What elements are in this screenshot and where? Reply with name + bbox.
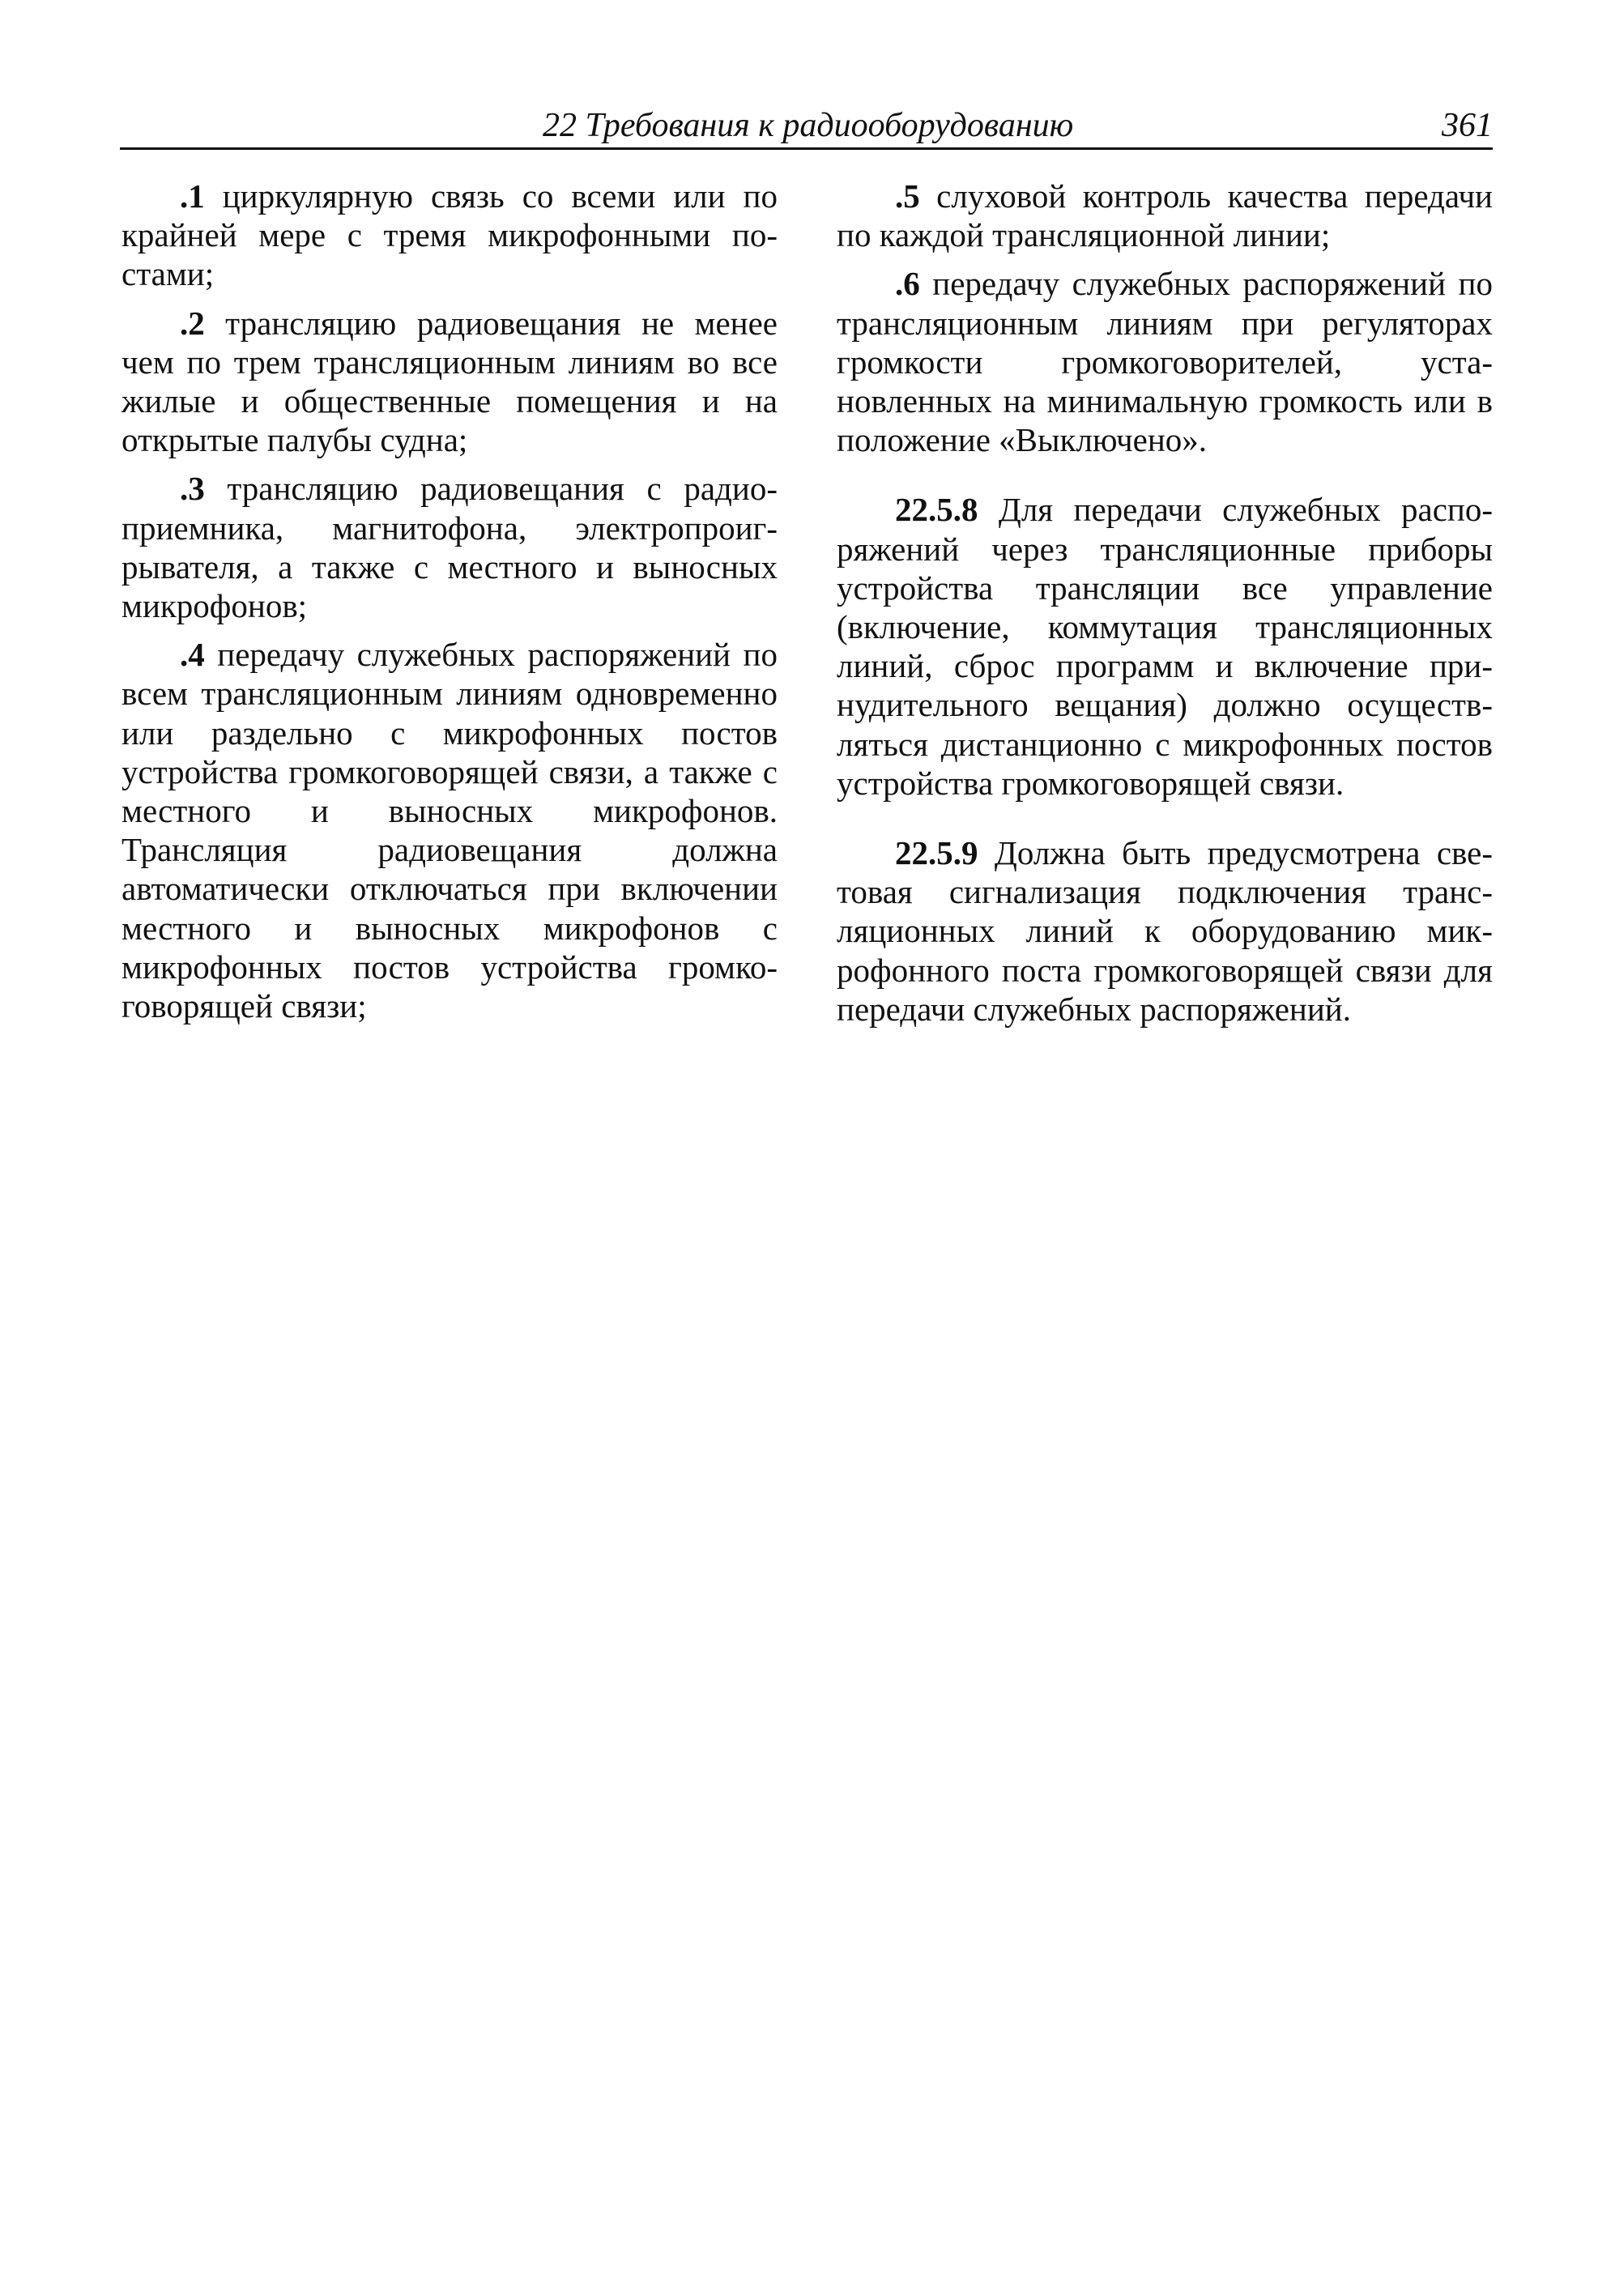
header-title: 22 Требования к радиооборудованию	[543, 107, 1074, 144]
list-item	[837, 264, 1493, 459]
section-number: 22.5.9	[895, 834, 978, 872]
running-header	[120, 104, 1493, 150]
section-number: 22.5.8	[895, 491, 978, 529]
left-column	[121, 177, 778, 1035]
item-number: .1	[180, 177, 205, 215]
list-item	[121, 304, 778, 460]
section-paragraph	[837, 490, 1493, 803]
item-number: .2	[180, 304, 205, 342]
right-column	[837, 177, 1493, 1038]
item-text: трансляцию радиовещания с радиоприемника, магнитофона, электропроигрывателя, а также с местного и выносных микрофонов;	[121, 470, 778, 625]
section-text: Должна быть предусмотрена световая сигнализация подключения трансляционных линий к оборудованию микрофонного поста громкоговорящей связи для передачи служебных распоряжений.	[837, 834, 1493, 1028]
item-text: трансляцию радиовещания не менее чем по трем трансляционным линиям во все жилые и общественные помещения и на открытые палубы судна;	[121, 304, 778, 459]
item-number: .3	[180, 470, 205, 508]
section-text: Для передачи служебных распоряжений через трансляционные приборы устройства трансляции все управление (включение, коммутация трансляционных линий, сброс программ и включение принудительного вещания) должно осуществляться дистанционно с микрофонных постов устройства громкоговорящей связи.	[837, 491, 1493, 802]
list-item	[837, 177, 1493, 254]
list-item	[121, 635, 778, 1025]
item-text: слуховой контроль качества передачи по каждой трансляционной линии;	[837, 177, 1493, 254]
list-item	[121, 177, 778, 294]
item-text: передачу служебных распоряжений по трансляционным линиям при регуляторах громкости громкоговорителей, установленных на минимальную громкость или в положение «Выключено».	[837, 265, 1493, 459]
item-number: .5	[895, 177, 920, 215]
item-number: .4	[180, 636, 205, 674]
item-text: передачу служебных распоряжений по всем трансляционным линиям одновременно или раздельно с микрофонных постов устройства громкоговорящей связи, а также с местного и выносных микрофонов. Трансляция радиовещания должна автоматически отключаться при включении местного и выносных микрофонов с микрофонных постов устройства громкоговорящей связи;	[121, 636, 778, 1025]
section-paragraph	[837, 833, 1493, 1029]
page-number: 361	[1442, 107, 1493, 144]
list-item	[121, 469, 778, 625]
item-text: циркулярную связь со всеми или по крайней мере с тремя микрофонными постами;	[121, 177, 778, 293]
item-number: .6	[895, 265, 920, 303]
